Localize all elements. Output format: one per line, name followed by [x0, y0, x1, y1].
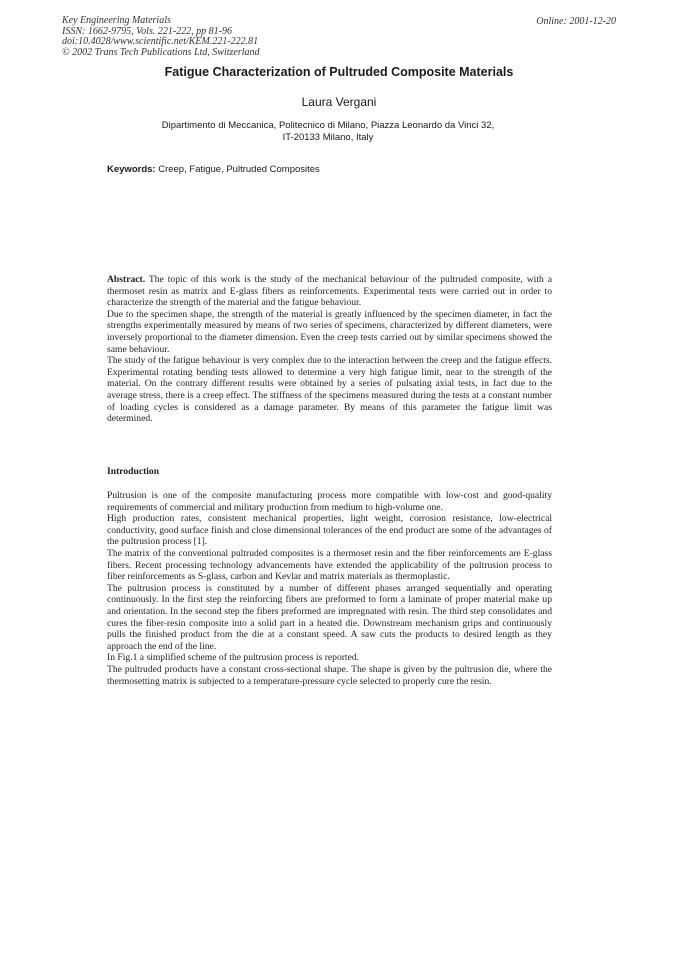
- online-date: Online: 2001-12-20: [536, 16, 616, 27]
- intro-paragraph: In Fig.1 a simplified scheme of the pultrusion process is reported.: [107, 652, 360, 664]
- journal-issn: ISSN: 1662-9795, Vols. 221-222, pp 81-96: [62, 25, 232, 37]
- author-affiliation: [100, 120, 556, 144]
- intro-paragraph: The pultruded products have a constant cross-sectional shape. The shape is given by the pultrusion die, where the thermosetting matrix is subjected to a temperature-pressure cycle selected to properly cure the resin.: [107, 663, 552, 687]
- abstract-paragraph: Due to the specimen shape, the strength of the material is greatly influenced by the specimen diameter, in fact the strengths experimentally measured by means of two series of specimens, characterized by different diameters, were inversely proportional to the diameter dimension. Even the creep tests carried out by similar specimens showed the same behaviour.: [107, 308, 552, 355]
- intro-paragraph: The matrix of the conventional pultruded composites is a thermoset resin and the fiber reinforcements are E-glass fibers. Recent processing technology advancements have extended the applicability of the pultrusion process to fiber reinforcements as S-glass, carbon and Kevlar and matrix materials as thermoplastic.: [107, 547, 552, 583]
- intro-paragraph: The pultrusion process is constituted by a number of different phases arranged sequentially and operating continuously. In the first step the reinforcing fibers are preformed to form a laminate of proper material make up and orientation. In the second step the fibers preformed are impregnated with resin. The third step consolidates and cures the fiber-resin composite into a solid part in a heated die. Downstream mechanism grips and continuously pulls the finished product from the die at a constant speed. A saw cuts the products to desired length as they approach the end of the line.: [107, 582, 552, 652]
- intro-paragraph: High production rates, consistent mechanical properties, light weight, corrosion resistance, low-electrical conductivity, good surface finish and close dimensional tolerances of the end product are some of the advantages of the pultrusion process [1].: [107, 513, 552, 548]
- journal-doi[interactable]: doi:10.4028/www.scientific.net/KEM.221-222.81: [62, 36, 259, 47]
- keywords-label: Keywords:: [107, 164, 156, 175]
- journal-name: Key Engineering Materials: [62, 15, 171, 26]
- introduction-body: [107, 490, 552, 687]
- affiliation-line: Dipartimento di Meccanica, Politecnico di Milano, Piazza Leonardo da Vinci 32,: [161, 120, 495, 131]
- section-heading-introduction: Introduction: [107, 466, 160, 477]
- affiliation-line: IT-20133 Milano, Italy: [282, 132, 374, 143]
- abstract-text: The topic of this work is the study of the mechanical behaviour of the pultruded composite, with a thermoset resin as matrix and E-glass fibers as reinforcements. Experimental tests were carried out in order to characterize the strength of the material and the fatigue behaviour.: [107, 274, 552, 309]
- abstract: [107, 274, 552, 425]
- keywords-list: Creep, Fatigue, Pultruded Composites: [158, 164, 320, 175]
- journal-header: [62, 16, 260, 58]
- paper-title: Fatigue Characterization of Pultruded Composite Materials: [164, 65, 514, 79]
- intro-paragraph: Pultrusion is one of the composite manufacturing process more compatible with low-cost and good-quality requirements of commercial and military production from medium to high-volume one.: [107, 490, 552, 513]
- journal-copyright: © 2002 Trans Tech Publications Ltd, Switzerland: [62, 46, 260, 58]
- author-name: Laura Vergani: [301, 95, 377, 109]
- abstract-label: Abstract.: [107, 274, 146, 285]
- abstract-paragraph: The study of the fatigue behaviour is very complex due to the interaction between the creep and the fatigue effects. Experimental rotating bending tests allowed to determine a very high fatigue limit, near to the strength of the material. On the contrary different results were obtained by a series of pulsating axial tests, in fact due to the average stress, there is a creep effect. The stiffness of the specimens measured during the tests at a constant number of loading cycles is considered as a damage parameter. By means of this parameter the fatigue limit was determined.: [107, 355, 552, 425]
- abstract-paragraph: [107, 274, 552, 309]
- keywords: [107, 164, 320, 175]
